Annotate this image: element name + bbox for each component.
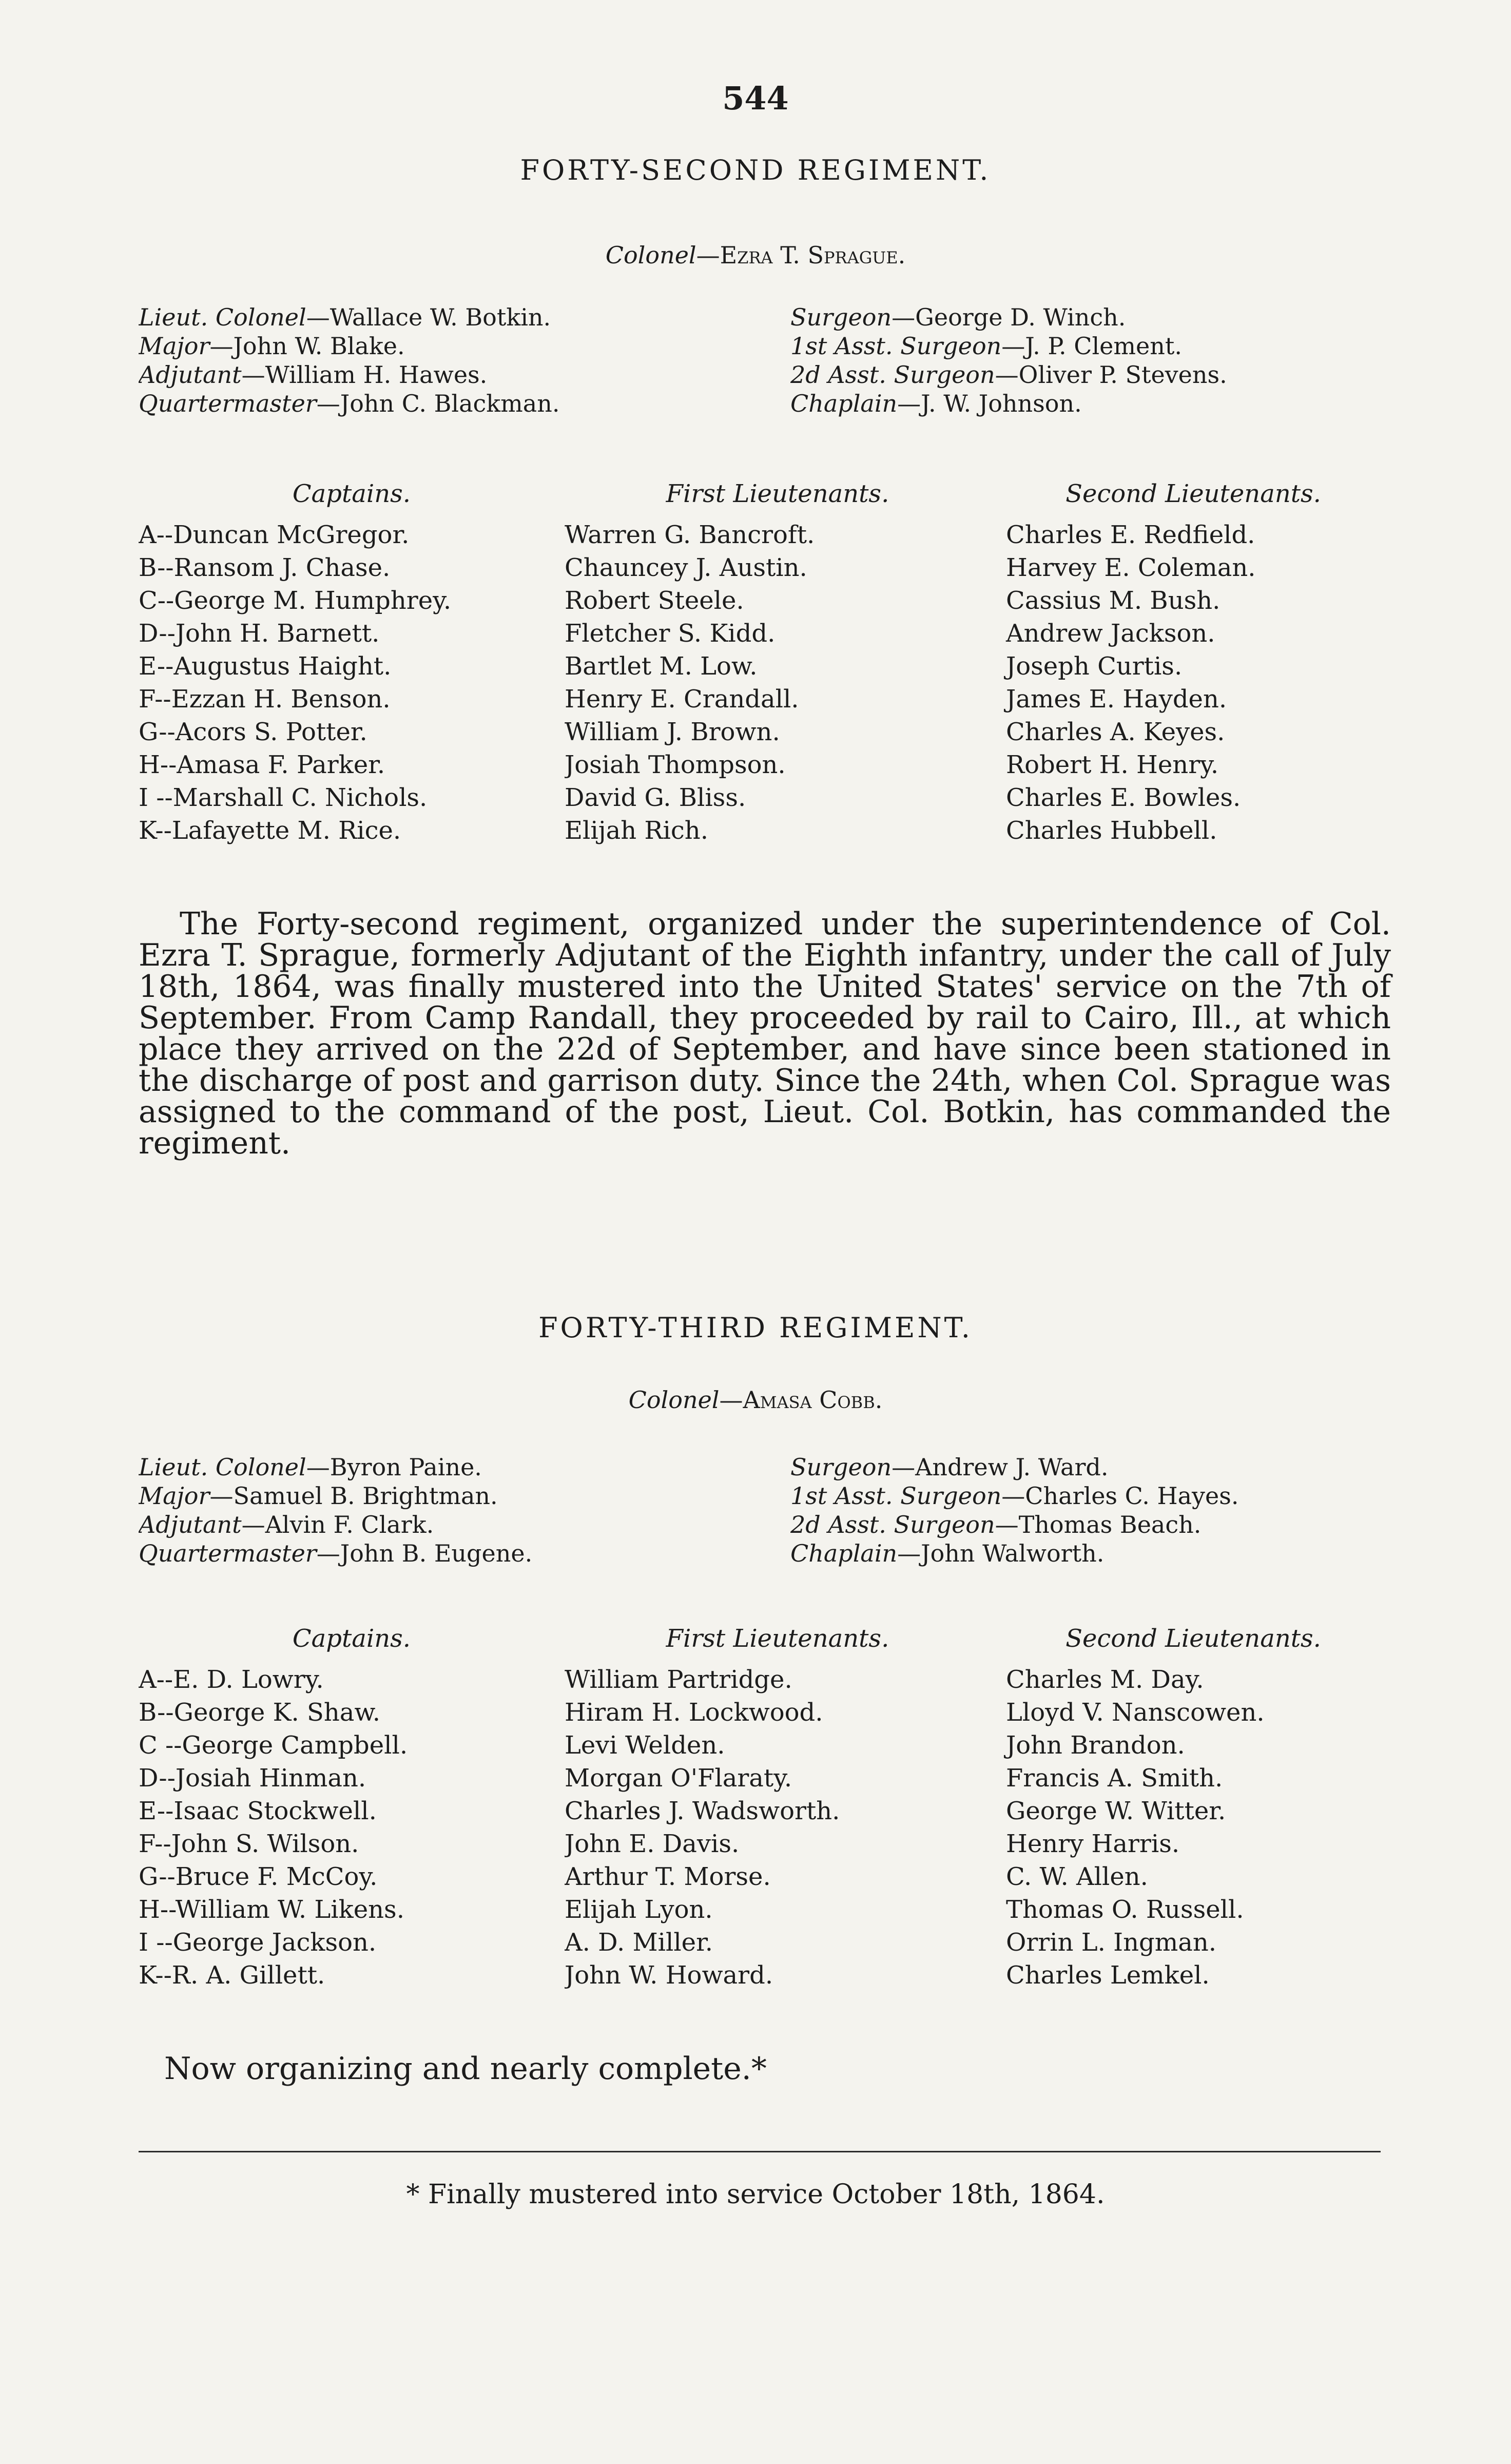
staff-role: Chaplain [790,1539,898,1567]
captain-cell: D--Josiah Hinman. [139,1764,366,1793]
staff-role: Adjutant [139,361,242,389]
first-lt-cell: Arthur T. Morse. [565,1862,771,1891]
staff-row: Lieut. Colonel—Wallace W. Botkin. Surgeon—George D. Winch. [139,303,1126,331]
forty-second-title: FORTY-SECOND REGIMENT. [520,154,991,186]
company-row [139,781,1381,814]
captain-cell: F--Ezzan H. Benson. [139,685,391,714]
first-lt-cell: Elijah Lyon. [565,1895,713,1924]
staff-role: 2d Asst. Surgeon [790,361,995,389]
company-row [139,1959,1381,1992]
second-lieutenants-header: Second Lieutenants. [1066,479,1321,508]
first-lt-cell: Chauncey J. Austin. [565,553,807,582]
forty-third-roster [139,1622,1381,1992]
company-row [139,518,1381,551]
captain-cell: K--Lafayette M. Rice. [139,816,401,845]
staff-row: Adjutant—William H. Hawes. 2d Asst. Surgeon—Oliver P. Stevens. [139,361,1227,389]
company-row [139,650,1381,683]
second-lt-cell: Orrin L. Ingman. [1006,1928,1217,1957]
company-row [139,1827,1381,1860]
second-lt-cell: Lloyd V. Nanscowen. [1006,1698,1265,1727]
captain-cell: F--John S. Wilson. [139,1830,359,1858]
page-number: 544 [722,80,789,117]
company-row [139,1663,1381,1696]
second-lt-cell: Charles Hubbell. [1006,816,1217,845]
first-lt-cell: Josiah Thompson. [565,750,786,779]
staff-role: Lieut. Colonel [139,1453,306,1481]
footnote-divider [139,2151,1381,2152]
forty-second-roster [139,477,1381,847]
first-lt-cell: William Partridge. [565,1665,792,1694]
colonel-name: Ezra T. Sprague. [720,241,906,269]
first-lieutenants-header: First Lieutenants. [666,479,889,508]
colonel-name: Amasa Cobb. [743,1386,883,1414]
company-row [139,1893,1381,1926]
colonel-role: Colonel [605,241,696,269]
first-lt-cell: Robert Steele. [565,586,744,615]
second-lt-cell: George W. Witter. [1006,1797,1226,1825]
company-row [139,748,1381,781]
staff-role: Surgeon [790,1453,892,1481]
first-lt-cell: A. D. Miller. [565,1928,713,1957]
second-lt-cell: Henry Harris. [1006,1830,1180,1858]
second-lt-cell: Charles Lemkel. [1006,1961,1210,1990]
forty-second-staff [139,303,1381,418]
first-lieutenants-header: First Lieutenants. [666,1624,889,1653]
captain-cell: E--Augustus Haight. [139,652,392,681]
second-lt-cell: Robert H. Henry. [1006,750,1219,779]
first-lt-cell: Hiram H. Lockwood. [565,1698,823,1727]
first-lt-cell: David G. Bliss. [565,783,746,812]
company-row [139,1926,1381,1959]
company-row [139,1729,1381,1762]
captain-cell: A--Duncan McGregor. [139,521,410,549]
second-lt-cell: Francis A. Smith. [1006,1764,1223,1793]
staff-role: Surgeon [790,303,892,331]
staff-role: Adjutant [139,1511,242,1538]
forty-second-colonel: Colonel—Ezra T. Sprague. [605,241,906,269]
forty-third-title: FORTY-THIRD REGIMENT. [538,1312,973,1344]
company-row [139,716,1381,748]
second-lt-cell: James E. Hayden. [1006,685,1227,714]
second-lt-cell: Charles E. Redfield. [1006,521,1255,549]
company-row [139,584,1381,617]
second-lt-cell: Harvey E. Coleman. [1006,553,1256,582]
staff-row: Quartermaster—John C. Blackman. Chaplain—J. W. Johnson. [139,390,1082,417]
staff-row: Major—John W. Blake. 1st Asst. Surgeon—J. P. Clement. [139,332,1182,360]
company-row [139,1860,1381,1893]
first-lt-cell: Elijah Rich. [565,816,708,845]
second-lt-cell: John Brandon. [1006,1731,1185,1760]
captains-header: Captains. [292,1624,411,1653]
staff-name: John W. Blake. [233,332,405,360]
second-lt-cell: C. W. Allen. [1006,1862,1148,1891]
staff-name: George D. Winch. [915,303,1126,331]
roster-header [139,477,1381,518]
staff-name: Samuel B. Brightman. [233,1482,498,1510]
staff-name: William H. Hawes. [265,361,488,389]
captain-cell: H--William W. Likens. [139,1895,404,1924]
staff-role: 1st Asst. Surgeon [790,1482,1002,1510]
company-row [139,1696,1381,1729]
captain-cell: G--Acors S. Potter. [139,718,367,746]
company-row [139,1795,1381,1827]
staff-name: Wallace W. Botkin. [330,303,551,331]
second-lt-cell: Charles M. Day. [1006,1665,1204,1694]
second-lt-cell: Joseph Curtis. [1006,652,1183,681]
staff-row: Quartermaster—John B. Eugene. Chaplain—John Walworth. [139,1539,1105,1567]
staff-role: Quartermaster [139,390,317,417]
staff-name: John B. Eugene. [340,1539,533,1567]
captain-cell: K--R. A. Gillett. [139,1961,325,1990]
staff-role: Chaplain [790,390,898,417]
forty-second-narrative: The Forty-second regiment, organized under the superintendence of Col. Ezra T. Sprague, formerly Adjutant of the Eighth infantry, under the call of July 18th, 1864, was finally mustered into the United States' service on the 7th of September. From Camp Randall, they proceeded by rail to Cairo, Ill., at which place they arrived on the 22d of September, and have since been stationed in the discharge of post and garrison duty. Since the 24th, when Col. Sprague was assigned to the command of the post, Lieut. Col. Botkin, has commanded the regiment. [139,906,1391,1161]
captain-cell: B--Ransom J. Chase. [139,553,391,582]
first-lt-cell: Morgan O'Flaraty. [565,1764,792,1793]
staff-role: 2d Asst. Surgeon [790,1511,995,1538]
first-lt-cell: John W. Howard. [565,1961,773,1990]
second-lieutenants-header: Second Lieutenants. [1066,1624,1321,1653]
captain-cell: I --George Jackson. [139,1928,377,1957]
second-lt-cell: Charles E. Bowles. [1006,783,1241,812]
captain-cell: D--John H. Barnett. [139,619,380,648]
staff-row: Adjutant—Alvin F. Clark. 2d Asst. Surgeon—Thomas Beach. [139,1511,1202,1538]
second-lt-cell: Andrew Jackson. [1006,619,1215,648]
staff-role: 1st Asst. Surgeon [790,332,1002,360]
first-lt-cell: John E. Davis. [565,1830,740,1858]
captain-cell: I --Marshall C. Nichols. [139,783,428,812]
staff-name: John C. Blackman. [340,390,560,417]
company-row [139,617,1381,650]
staff-row: Major—Samuel B. Brightman. 1st Asst. Surgeon—Charles C. Hayes. [139,1482,1239,1510]
forty-third-staff [139,1453,1381,1568]
forty-third-colonel: Colonel—Amasa Cobb. [628,1386,883,1414]
staff-name: Byron Paine. [330,1453,482,1481]
first-lt-cell: Fletcher S. Kidd. [565,619,776,648]
captains-header: Captains. [292,479,411,508]
company-row [139,814,1381,847]
staff-name: Thomas Beach. [1018,1511,1202,1538]
captain-cell: H--Amasa F. Parker. [139,750,385,779]
staff-name: Andrew J. Ward. [915,1453,1109,1481]
staff-role: Major [139,1482,210,1510]
first-lt-cell: Charles J. Wadsworth. [565,1797,840,1825]
company-row [139,551,1381,584]
staff-row: Lieut. Colonel—Byron Paine. Surgeon—Andrew J. Ward. [139,1453,1109,1481]
second-lt-cell: Cassius M. Bush. [1006,586,1221,615]
captain-cell: C --George Campbell. [139,1731,408,1760]
first-lt-cell: Bartlet M. Low. [565,652,758,681]
staff-name: Charles C. Hayes. [1025,1482,1239,1510]
first-lt-cell: Levi Welden. [565,1731,725,1760]
roster-header [139,1622,1381,1663]
first-lt-cell: Warren G. Bancroft. [565,521,815,549]
staff-name: J. P. Clement. [1025,332,1182,360]
staff-role: Major [139,332,210,360]
second-lt-cell: Charles A. Keyes. [1006,718,1225,746]
second-lt-cell: Thomas O. Russell. [1006,1895,1244,1924]
colonel-role: Colonel [628,1386,720,1414]
captain-cell: E--Isaac Stockwell. [139,1797,377,1825]
staff-name: Alvin F. Clark. [265,1511,434,1538]
captain-cell: C--George M. Humphrey. [139,586,452,615]
company-row [139,1762,1381,1795]
first-lt-cell: William J. Brown. [565,718,780,746]
staff-role: Quartermaster [139,1539,317,1567]
staff-name: John Walworth. [921,1539,1105,1567]
staff-name: Oliver P. Stevens. [1018,361,1227,389]
staff-role: Lieut. Colonel [139,303,306,331]
captain-cell: B--George K. Shaw. [139,1698,381,1727]
captain-cell: G--Bruce F. McCoy. [139,1862,378,1891]
first-lt-cell: Henry E. Crandall. [565,685,799,714]
organizing-status: Now organizing and nearly complete.* [164,2051,767,2087]
company-row [139,683,1381,716]
staff-name: J. W. Johnson. [921,390,1082,417]
captain-cell: A--E. D. Lowry. [139,1665,324,1694]
footnote: * Finally mustered into service October 18th, 1864. [406,2179,1105,2210]
